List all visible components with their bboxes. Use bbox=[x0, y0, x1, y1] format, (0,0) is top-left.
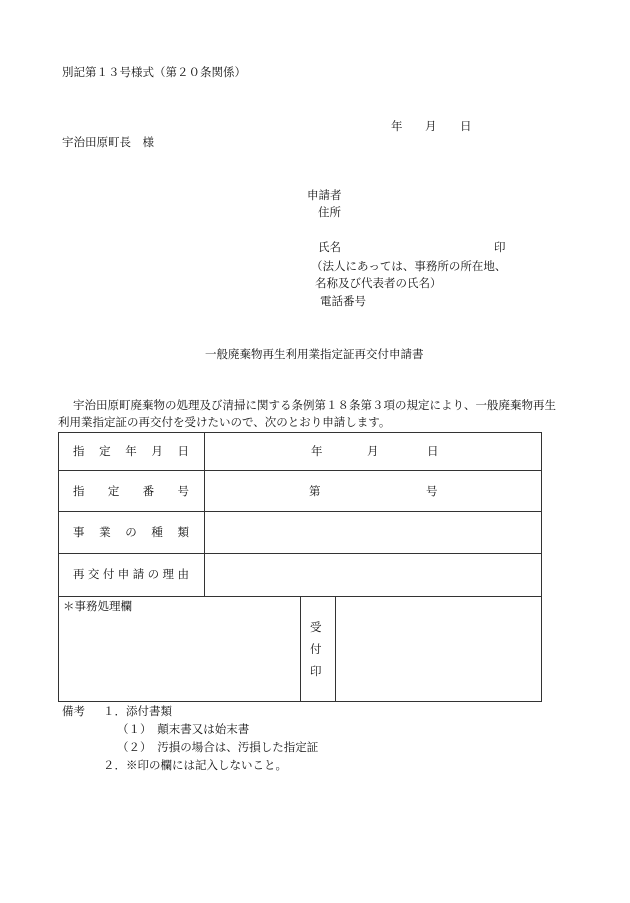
form-id: 別記第１３号様式（第２０条関係） bbox=[62, 65, 246, 79]
column-divider bbox=[335, 596, 336, 702]
recipient: 宇治田原町長 様 bbox=[62, 135, 154, 149]
application-table bbox=[58, 432, 542, 702]
designation-month-unit: 月 bbox=[367, 444, 379, 458]
date-month-label: 月 bbox=[425, 119, 437, 133]
date-year-label: 年 bbox=[391, 119, 403, 133]
receipt-char-2: 付 bbox=[310, 642, 322, 656]
notes-heading: 備考 bbox=[62, 704, 85, 718]
office-processing-label: ＊事務処理欄 bbox=[63, 599, 132, 613]
row-divider bbox=[59, 553, 541, 554]
corporation-note-line2: 名称及び代表者の氏名） bbox=[315, 276, 442, 290]
reissue-reason-label: 再 交 付 申 請 の 理 由 bbox=[73, 567, 189, 581]
note-item-1: １．添付書類 bbox=[103, 704, 172, 718]
body-line-1: 宇治田原町廃棄物の処理及び清掃に関する条例第１８条第３項の規定により、一般廃棄物再生 bbox=[73, 398, 556, 412]
designation-date-label: 指 定 年 月 日 bbox=[73, 444, 189, 458]
note-sub-2: （２） 汚損の場合は、汚損した指定証 bbox=[117, 740, 319, 754]
body-line-2: 利用業指定証の再交付を受けたいので、次のとおり申請します。 bbox=[58, 415, 391, 429]
designation-day-unit: 日 bbox=[427, 444, 439, 458]
address-label: 住所 bbox=[318, 205, 341, 219]
business-type-label: 事 業 の 種 類 bbox=[73, 525, 189, 539]
phone-label: 電話番号 bbox=[320, 294, 366, 308]
column-divider bbox=[204, 433, 205, 596]
designation-number-label: 指 定 番 号 bbox=[73, 484, 189, 498]
column-divider bbox=[300, 596, 301, 702]
note-item-2: ２．※印の欄には記入しないこと。 bbox=[103, 758, 287, 772]
row-divider bbox=[59, 511, 541, 512]
applicant-label: 申請者 bbox=[307, 188, 342, 202]
designation-number-suffix: 号 bbox=[426, 484, 438, 498]
receipt-char-1: 受 bbox=[310, 620, 322, 634]
seal-label: 印 bbox=[494, 240, 506, 254]
corporation-note-line1: （法人にあっては、事務所の所在地、 bbox=[311, 259, 507, 273]
row-divider bbox=[59, 470, 541, 471]
designation-year-unit: 年 bbox=[311, 444, 323, 458]
date-day-label: 日 bbox=[460, 119, 472, 133]
page-title: 一般廃棄物再生利用業指定証再交付申請書 bbox=[205, 347, 424, 361]
note-sub-1: （１） 顛末書又は始末書 bbox=[117, 722, 250, 736]
receipt-char-3: 印 bbox=[310, 664, 322, 678]
name-label: 氏名 bbox=[318, 240, 341, 254]
designation-number-prefix: 第 bbox=[309, 484, 321, 498]
